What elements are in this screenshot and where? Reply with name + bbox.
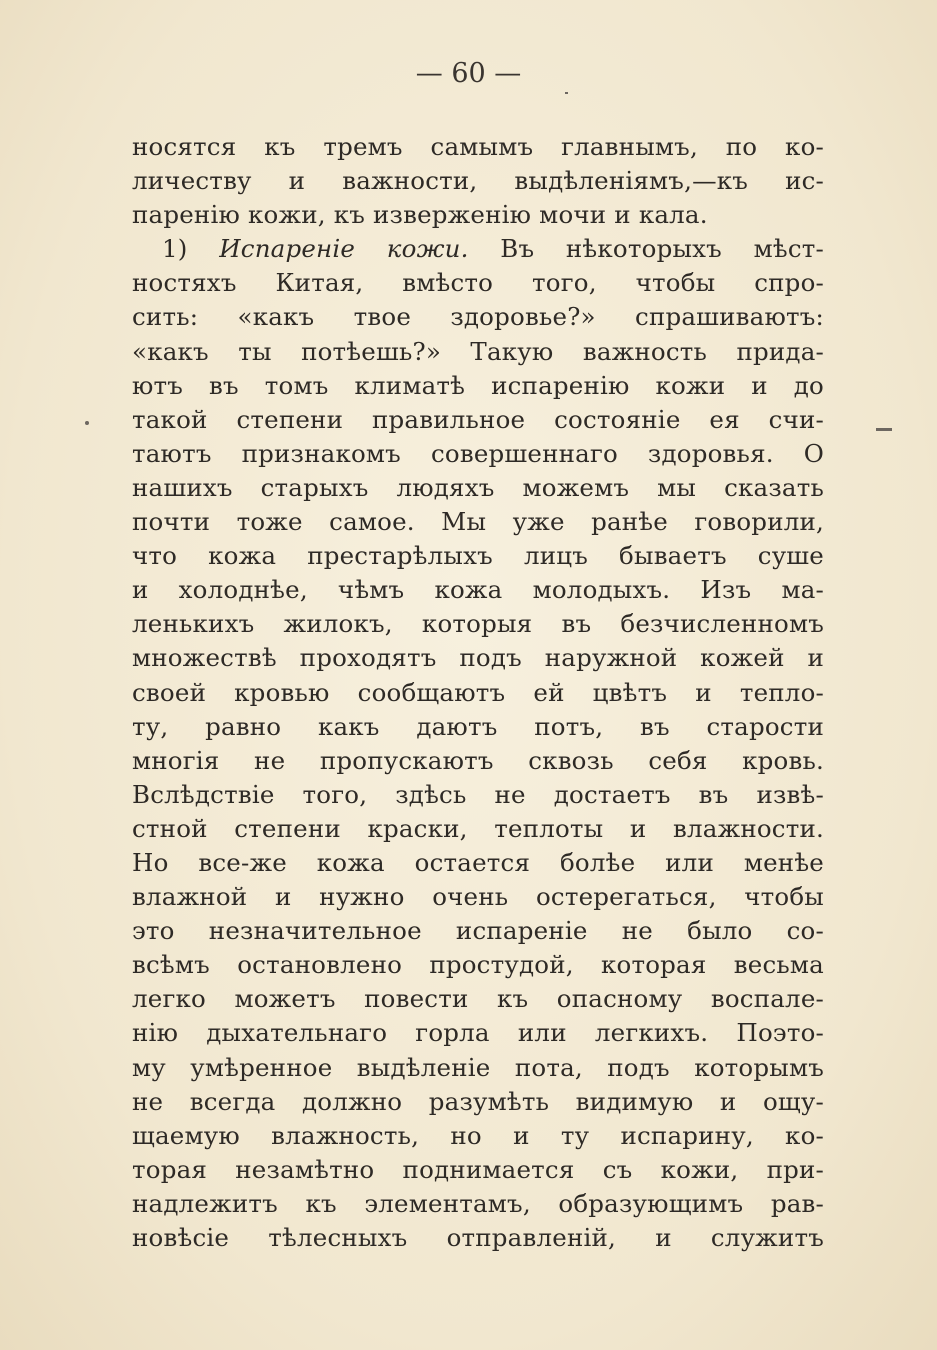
text-line: такой степени правильное состоянiе ея счи- — [132, 404, 824, 434]
text-line: личеству и важности, выдѣленiямъ,—къ ис- — [132, 166, 824, 196]
text-line: нiю дыхательнаго горла или легкихъ. Поэто- — [132, 1018, 824, 1048]
text-line: носятся къ тремъ самымъ главнымъ, по ко- — [132, 132, 824, 161]
text-line: «какъ ты потѣешь?» Такую важность прида- — [132, 336, 824, 366]
text-line: многiя не пропускаютъ сквозь себя кровь. — [132, 745, 824, 775]
scan-mark — [565, 92, 568, 94]
text-line: это незначительное испаренiе не было со- — [132, 916, 824, 946]
text-line: что кожа престарѣлыхъ лицъ бываетъ суше — [132, 541, 824, 571]
page-number: — 60 — — [415, 58, 522, 89]
scan-mark — [876, 428, 892, 431]
text-line: стной степени краски, теплоты и влажности. — [132, 813, 824, 843]
text-line: не всегда должно разумѣть видимую и ощу- — [132, 1086, 824, 1116]
text-line: влажной и нужно очень остерегаться, чтобы — [132, 882, 824, 912]
text-line: ленькихъ жилокъ, которыя въ безчисленномъ — [132, 609, 824, 639]
text-line: своей кровью сообщаютъ ей цвѣтъ и тепло- — [132, 677, 824, 707]
text-line: Но все-же кожа остается болѣе или менѣе — [132, 847, 824, 877]
text-line: Вслѣдствiе того, здѣсь не достаетъ въ извѣ- — [132, 779, 824, 809]
text-line: паренiю кожи, къ изверженiю мочи и кала. — [132, 200, 708, 230]
text-line: щаемую влажность, но и ту испарину, ко- — [132, 1120, 824, 1150]
scan-mark — [85, 421, 89, 425]
text-line: и холоднѣе, чѣмъ кожа молодыхъ. Изъ ма- — [132, 575, 824, 605]
text-line: надлежитъ къ элементамъ, образующимъ рав- — [132, 1188, 824, 1218]
text-line: почти тоже самое. Мы уже ранѣе говорили, — [132, 507, 824, 537]
text-line: таютъ признакомъ совершеннаго здоровья. О — [132, 438, 824, 468]
text-line: 1) Испаренiе кожи. Въ нѣкоторыхъ мѣст- — [162, 234, 824, 264]
text-line: ютъ въ томъ климатѣ испаренiю кожи и до — [132, 370, 824, 400]
text-line: му умѣренное выдѣленiе пота, подъ которымъ — [132, 1052, 824, 1082]
text-line: новѣсiе тѣлесныхъ отправленiй, и служитъ — [132, 1223, 824, 1252]
text-line: торая незамѣтно поднимается съ кожи, при- — [132, 1154, 824, 1184]
text-line: сить: «какъ твое здоровье?» спрашиваютъ: — [132, 302, 824, 332]
body-text — [132, 130, 824, 1255]
text-line: ностяхъ Китая, вмѣсто того, чтобы спро- — [132, 268, 824, 298]
text-line: ту, равно какъ даютъ потъ, въ старости — [132, 711, 824, 741]
text-line: нашихъ старыхъ людяхъ можемъ мы сказать — [132, 472, 824, 502]
section-number: 1) — [162, 234, 220, 264]
text-line: множествѣ проходятъ подъ наружной кожей и — [132, 643, 824, 673]
text-line: легко можетъ повести къ опасному воспале- — [132, 984, 824, 1014]
section-heading: Испаренiе кожи. — [219, 234, 469, 264]
text-line: всѣмъ остановлено простудой, которая весьма — [132, 950, 824, 980]
